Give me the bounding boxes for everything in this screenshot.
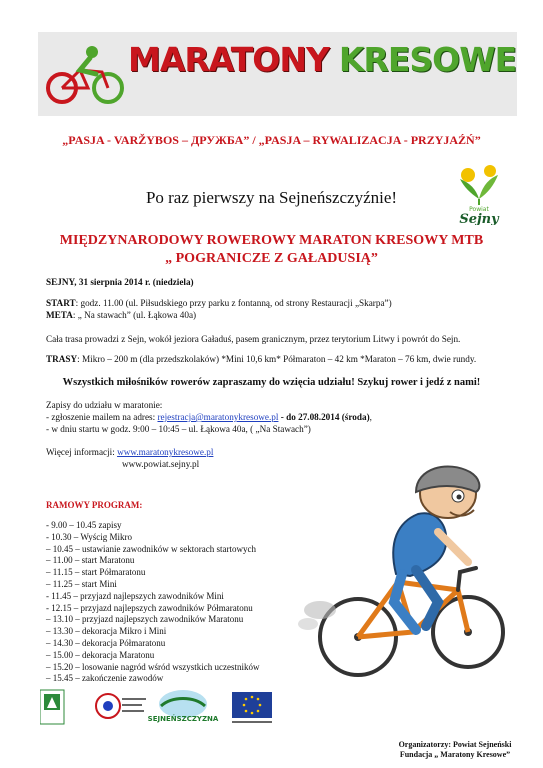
info-link-maratony[interactable]: www.maratonykresowe.pl: [117, 447, 214, 457]
event-title: MIĘDZYNARODOWY ROWEROWY MARATON KRESOWY MTB: [59, 233, 484, 248]
signup-email-link[interactable]: rejestracja@maratonykresowe.pl: [157, 412, 279, 422]
program-item: - 11.45 – przyjazd najlepszych zawodników Mini: [46, 590, 224, 601]
trasy-label: TRASY: [46, 354, 78, 364]
program-list: [46, 520, 259, 685]
trasy-line: [46, 353, 476, 365]
signup-deadline: - do 27.08.2014 (środa): [278, 412, 370, 422]
program-item: - 12.15 – przyjazd najlepszych zawodników Półmaratonu: [46, 602, 253, 613]
info-line: [46, 446, 213, 458]
leader-logo: [40, 690, 64, 724]
program-item: – 15.45 – zakończenie zawodów: [46, 673, 164, 684]
banner-title: [128, 40, 517, 100]
program-item: – 14.30 – dekoracja Półmaratonu: [46, 637, 166, 648]
organizers: [380, 740, 530, 760]
program-item: – 13.30 – dekoracja Mikro i Mini: [46, 626, 167, 637]
program-item: – 11.15 – start Półmaratonu: [46, 567, 146, 578]
cartoon-cyclist-illustration: [298, 462, 510, 690]
signup-intro: Zapisy do udziału w maratonie:: [46, 400, 163, 410]
logo-sejny-name: Sejny: [459, 212, 499, 225]
prow-logo: [96, 694, 146, 718]
info-label: Więcej informacji:: [46, 447, 118, 457]
program-item: – 15.20 – losowanie nagród wśród wszystkich uczestników: [46, 661, 260, 672]
eu-flag-icon: [232, 692, 272, 723]
meta-text: : „ Na stawach” (ul. Łąkowa 40a): [72, 310, 197, 320]
start-text: : godz. 11.00 (ul. Piłsudskiego przy parku z fontanną, od strony Restauracji „Skarpa”): [75, 298, 392, 308]
signup-email-prefix: - zgłoszenie mailem na adres:: [46, 412, 158, 422]
signup-email-line: [46, 411, 372, 423]
banner-title-part2: KRESOWE: [338, 40, 517, 79]
program-item: - 9.00 – 10.45 zapisy: [46, 520, 122, 530]
sejnenszczyzna-text: SEJNEŃSZCZYZNA: [147, 715, 219, 723]
start-line: [46, 297, 392, 309]
sejnenszczyzna-logo: [148, 690, 219, 723]
organizers-line1: Organizatorzy: Powiat Sejneński: [398, 740, 512, 749]
start-label: START: [46, 298, 76, 308]
route-description: Cała trasa prowadzi z Sejn, wokół jeziora Gaładuś, pasem granicznym, przez terytorium Litwy i powrót do Sejn.: [46, 334, 461, 344]
slogan: „PASJA - VARŽYBOS – ДРУЖБА” / „PASJA – RYWALIZACJA - PRZYJAŹŃ”: [62, 133, 481, 147]
logo-sejny-small: Powiat: [469, 206, 489, 213]
signup-onsite: - w dniu startu w godz. 9:00 – 10:45 – ul. Łąkowa 40a, ( „Na Stawach”): [46, 424, 311, 434]
banner-title-part1: MARATONY: [128, 40, 329, 79]
signup-email-end: ,: [369, 412, 372, 422]
sponsor-logos: [40, 688, 300, 728]
program-item: – 10.45 – ustawianie zawodników w sektorach startowych: [46, 543, 256, 554]
first-time-headline: Po raz pierwszy na Sejneńszczyźnie!: [145, 188, 398, 207]
program-heading: RAMOWY PROGRAM:: [46, 500, 143, 510]
meta-line: [46, 309, 196, 321]
invite-text: Wszystkich miłośników rowerów zapraszamy do wzięcia udziału! Szykuj rower i jedź z nami!: [62, 377, 481, 388]
powiat-sejny-logo: [448, 165, 510, 225]
cyclist-logo-icon: [44, 44, 128, 106]
program-item: – 13.10 – przyjazd najlepszych zawodników Maratonu: [46, 614, 244, 625]
trasy-text: : Mikro – 200 m (dla przedszkolaków) *Mini 10,6 km* Półmaraton – 42 km *Maraton – 76 km, dwie rundy.: [77, 354, 477, 364]
program-item: – 11.25 – start Mini: [46, 578, 117, 589]
program-item: – 11.00 – start Maratonu: [46, 555, 135, 566]
event-subtitle: „ POGRANICZE Z GAŁADUSIĄ”: [165, 251, 378, 266]
event-date: SEJNY, 31 sierpnia 2014 r. (niedziela): [46, 277, 194, 287]
program-item: – 15.00 – dekoracja Maratonu: [46, 649, 155, 660]
info-link-powiat[interactable]: www.powiat.sejny.pl: [122, 459, 200, 469]
meta-label: META: [46, 310, 73, 320]
organizers-line2: Fundacja „ Maratony Kresowe”: [399, 750, 511, 759]
program-item: - 10.30 – Wyścig Mikro: [46, 531, 133, 542]
